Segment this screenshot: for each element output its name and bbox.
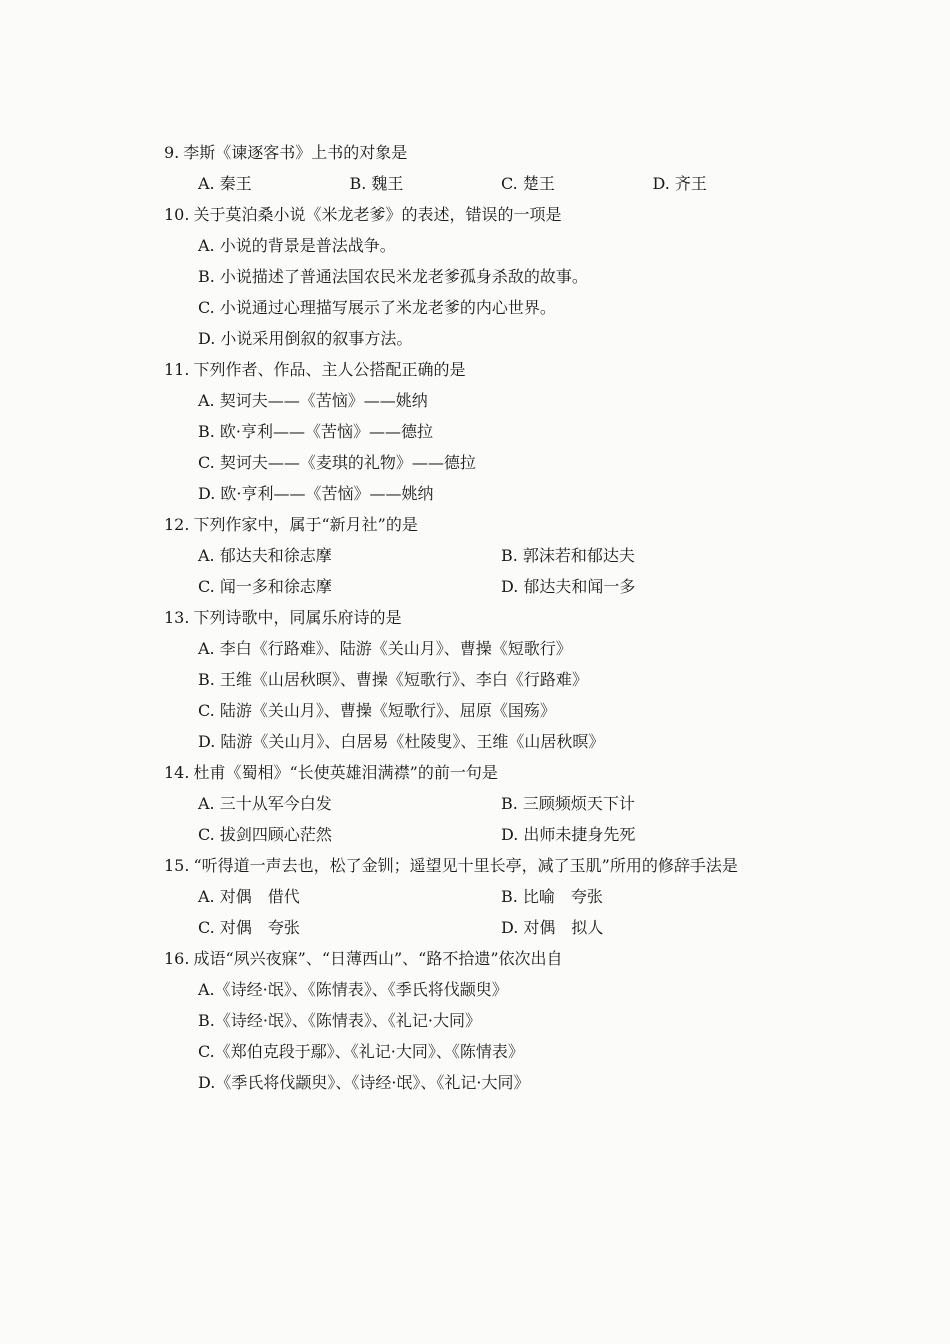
answer-option: A. 李白《行路难》、陆游《关山月》、曹操《短歌行》: [198, 639, 572, 658]
answer-option: B. 欧·亨利——《苦恼》——德拉: [198, 422, 434, 441]
option-row: [164, 540, 804, 571]
option-row: [164, 881, 804, 912]
option-row: [164, 819, 804, 850]
question-number: 16.: [164, 949, 190, 968]
question-number: 11.: [164, 360, 190, 379]
answer-option: B.《诗经·氓》、《陈情表》、《礼记·大同》: [198, 1011, 482, 1030]
answer-option: C. 闻一多和徐志摩: [198, 577, 332, 596]
question-number: 15.: [164, 856, 190, 875]
answer-option: B. 三顾频烦天下计: [501, 794, 635, 813]
answer-option: A. 郁达夫和徐志摩: [198, 546, 332, 565]
answer-option: D.《季氏将伐颛臾》、《诗经·氓》、《礼记·大同》: [198, 1073, 530, 1092]
question-number: 12.: [164, 515, 190, 534]
answer-option: C. 陆游《关山月》、曹操《短歌行》、屈原《国殇》: [198, 701, 556, 720]
option-row: [164, 168, 804, 199]
answer-option: C. 小说通过心理描写展示了米龙老爹的内心世界。: [198, 298, 556, 317]
answer-option: A. 三十从军今白发: [198, 794, 332, 813]
answer-option: D. 欧·亨利——《苦恼》——姚纳: [198, 484, 434, 503]
answer-option: C.《郑伯克段于鄢》、《礼记·大同》、《陈情表》: [198, 1042, 524, 1061]
answer-option: B. 小说描述了普通法国农民米龙老爹孤身杀敌的故事。: [198, 267, 588, 286]
question-number: 14.: [164, 763, 190, 782]
option-row: [164, 788, 804, 819]
question-text: 下列作者、作品、主人公搭配正确的是: [193, 360, 466, 379]
question-text: 李斯《谏逐客书》上书的对象是: [183, 143, 408, 162]
question-text: 下列诗歌中，同属乐府诗的是: [193, 608, 402, 627]
answer-option: A. 契诃夫——《苦恼》——姚纳: [198, 391, 428, 410]
question-number: 9.: [164, 143, 180, 162]
question-stem: [164, 509, 804, 540]
answer-option: C. 拔剑四顾心茫然: [198, 825, 332, 844]
answer-option: C. 对偶 夸张: [198, 918, 300, 937]
answer-option: C. 楚王: [501, 174, 555, 193]
answer-option: D. 对偶 拟人: [501, 918, 604, 937]
answer-option: B. 郭沫若和郁达夫: [501, 546, 635, 565]
question-stem: [164, 199, 804, 230]
answer-option: D. 郁达夫和闻一多: [501, 577, 636, 596]
question-number: 10.: [164, 205, 190, 224]
answer-option: D. 陆游《关山月》、白居易《杜陵叟》、王维《山居秋暝》: [198, 732, 605, 751]
answer-option: A.《诗经·氓》、《陈情表》、《季氏将伐颛臾》: [198, 980, 508, 999]
question-stem: [164, 757, 804, 788]
question-stem: [164, 354, 804, 385]
answer-option: B. 王维《山居秋暝》、曹操《短歌行》、李白《行路难》: [198, 670, 588, 689]
question-text: 成语“夙兴夜寐”、“日薄西山”、“路不拾遗”依次出自: [193, 949, 563, 968]
question-stem: [164, 943, 804, 974]
answer-option: B. 魏王: [349, 174, 404, 193]
question-stem: [164, 850, 804, 881]
answer-option: C. 契诃夫——《麦琪的礼物》——德拉: [198, 453, 476, 472]
question-text: “听得道一声去也，松了金钏；遥望见十里长亭，减了玉肌”所用的修辞手法是: [193, 856, 738, 875]
question-stem: [164, 602, 804, 633]
answer-option: D. 齐王: [652, 174, 707, 193]
question-text: 杜甫《蜀相》“长使英雄泪满襟”的前一句是: [193, 763, 498, 782]
answer-option: D. 出师未捷身先死: [501, 825, 636, 844]
answer-option: A. 对偶 借代: [198, 887, 300, 906]
question-number: 13.: [164, 608, 190, 627]
question-text: 关于莫泊桑小说《米龙老爹》的表述，错误的一项是: [193, 205, 562, 224]
question-list: [164, 137, 804, 1098]
answer-option: D. 小说采用倒叙的叙事方法。: [198, 329, 413, 348]
answer-option: B. 比喻 夸张: [501, 887, 603, 906]
option-row: [164, 912, 804, 943]
option-row: [164, 571, 804, 602]
answer-option: A. 小说的背景是普法战争。: [198, 236, 396, 255]
question-stem: [164, 137, 804, 168]
question-text: 下列作家中，属于“新月社”的是: [193, 515, 418, 534]
answer-option: A. 秦王: [198, 174, 252, 193]
